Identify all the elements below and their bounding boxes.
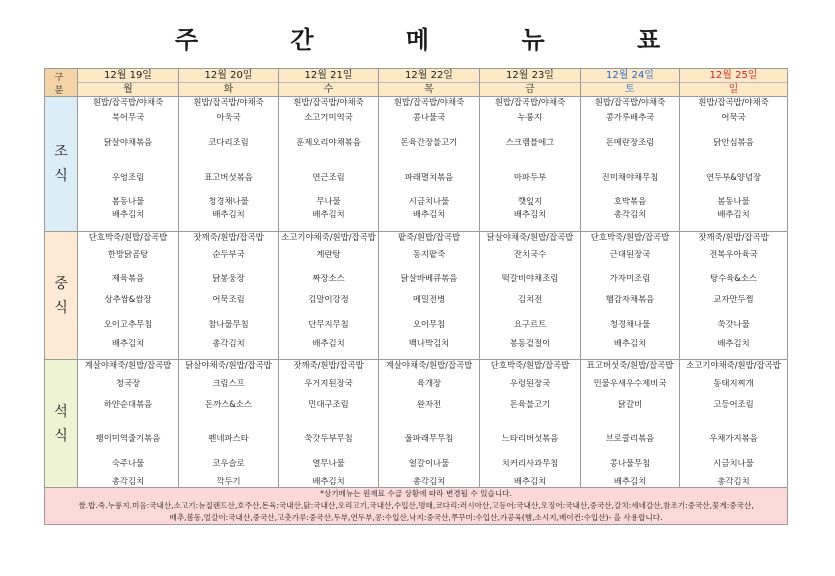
- menu-item: 배추김치: [613, 477, 647, 485]
- menu-item: 청경채나물: [609, 320, 651, 328]
- menu-cell: [581, 360, 680, 488]
- menu-cell: [78, 360, 179, 488]
- menu-cell: [379, 232, 480, 360]
- menu-item: 닭봉웅장: [212, 274, 245, 282]
- menu-cell: [279, 360, 379, 488]
- menu-item: 하얀순대볶음: [103, 400, 153, 408]
- menu-cell: [179, 97, 279, 232]
- menu-item: 계란탕: [316, 250, 341, 258]
- day-of-week: 수: [279, 83, 378, 96]
- day-date: 12월 23일: [480, 69, 580, 83]
- menu-item: 닭살바베큐볶음: [400, 274, 458, 282]
- menu-item: 전복우아육국: [709, 250, 758, 258]
- menu-item: 완자전: [416, 400, 442, 408]
- meal-row: [45, 360, 788, 488]
- menu-item: 돈육불고기: [509, 400, 551, 408]
- day-header: [379, 69, 480, 97]
- day-header: [179, 69, 279, 97]
- menu-item: 돈까스&소스: [205, 400, 252, 408]
- menu-item: 연근조림: [312, 173, 345, 181]
- menu-item: 팽이미역줄기볶음: [95, 434, 161, 442]
- day-of-week: 일: [680, 83, 787, 96]
- menu-item: 제육볶음: [111, 274, 145, 282]
- menu-item: 팥죽/흰밥/잡곡밥: [397, 232, 461, 242]
- menu-item: 짜장소스: [312, 274, 345, 282]
- menu-item: 표고버섯볶음: [204, 173, 253, 181]
- menu-item: 닭안심볶음: [713, 138, 754, 146]
- meal-row: [45, 232, 788, 360]
- menu-item: 오이무침: [412, 320, 446, 328]
- menu-item: 참나물무침: [208, 320, 249, 328]
- footer-row: [45, 488, 788, 525]
- menu-item: 돈메란장조림: [605, 138, 655, 146]
- menu-item: 배추김치: [111, 210, 145, 218]
- menu-item: 돈육간장불고기: [400, 138, 458, 146]
- menu-item: 표고버섯죽/흰밥/잡곡밥: [586, 360, 674, 370]
- menu-item: 소고기야채죽/흰밥/잡곡밥: [281, 232, 376, 242]
- menu-item: 순두부국: [212, 250, 245, 258]
- menu-body: [45, 97, 788, 488]
- menu-cell: [179, 232, 279, 360]
- menu-item: 메밀전병: [412, 295, 446, 303]
- menu-cell: [581, 97, 680, 232]
- menu-item: 아욱국: [216, 113, 241, 121]
- menu-item: 흰밥/잡곡밥/야채죽: [193, 97, 264, 107]
- day-date: 12월 25일: [680, 69, 787, 83]
- day-of-week: 화: [179, 83, 278, 96]
- menu-item: 무나물: [316, 197, 341, 205]
- menu-item: 쑥갓나물: [717, 320, 750, 328]
- day-header: [279, 69, 379, 97]
- menu-item: 봄동나물: [717, 197, 750, 205]
- menu-item: 브로콜리볶음: [605, 434, 655, 442]
- menu-item: 잔치국수: [513, 250, 547, 258]
- menu-item: 흰밥/잡곡밥/야채죽: [494, 97, 566, 107]
- menu-item: 동지팥죽: [412, 250, 446, 258]
- menu-item: 울파래무무침: [404, 434, 454, 442]
- menu-item: 펜네파스타: [208, 434, 249, 442]
- menu-item: 배추김치: [412, 210, 446, 218]
- menu-item: 고등어조림: [713, 400, 754, 408]
- day-header: [480, 69, 581, 97]
- menu-item: 흰밥/잡곡밥/야채죽: [594, 97, 666, 107]
- header-row: [45, 69, 788, 97]
- menu-cell: [680, 232, 788, 360]
- menu-item: 흰밥/잡곡밥/야채죽: [293, 97, 364, 107]
- menu-item: 연두부&양념장: [705, 173, 762, 181]
- day-of-week: 월: [78, 83, 178, 96]
- day-of-week: 토: [581, 83, 679, 96]
- menu-cell: [680, 97, 788, 232]
- menu-item: 육개장: [416, 379, 442, 387]
- menu-item: 민대구조림: [308, 400, 349, 408]
- menu-item: 배추김치: [513, 477, 547, 485]
- day-of-week: 금: [480, 83, 580, 96]
- footer-note: [45, 488, 788, 525]
- meal-label: 조 식: [45, 97, 78, 232]
- menu-item: 우채가지볶음: [709, 434, 758, 442]
- day-date: 12월 19일: [78, 69, 178, 83]
- menu-cell: [379, 97, 480, 232]
- meal-label: 석 식: [45, 360, 78, 488]
- menu-item: 시금치나물: [713, 459, 754, 467]
- menu-item: 호박볶음: [613, 197, 647, 205]
- menu-cell: [480, 97, 581, 232]
- menu-item: 치커리사과무침: [501, 459, 559, 467]
- menu-item: 총각김치: [111, 477, 145, 485]
- footer-line-3: 배추,봄동,얼갈이:국내산,중국산,고춧가루:중국산,두부,연두부,콩:수입산,낙지:중국산,쭈꾸미:수입산,가공육(햄,소시지,베이컨:수입산)- 을 사용합니다.: [169, 513, 663, 522]
- menu-item: 떡갈비야채조림: [501, 274, 559, 282]
- menu-item: 계살야채죽/흰밥/잡곡밥: [385, 360, 473, 370]
- meal-row: [45, 97, 788, 232]
- menu-cell: [279, 97, 379, 232]
- menu-item: 청국장: [115, 379, 141, 387]
- menu-item: 우렁된장국: [509, 379, 551, 387]
- footer-line-1: *상기메뉴는 원재료 수급 상황에 따라 변경될 수 있습니다.: [320, 489, 512, 498]
- menu-item: 총각김치: [212, 339, 245, 347]
- menu-item: 교자만두찜: [713, 295, 754, 303]
- menu-item: 파래멸치볶음: [404, 173, 454, 181]
- menu-item: 잣깨죽/흰밥/잡곡밥: [193, 232, 264, 242]
- menu-item: 김말이강정: [308, 295, 349, 303]
- menu-item: 탕수육&소스: [710, 274, 757, 282]
- menu-cell: [78, 232, 179, 360]
- menu-item: 시금치나물: [408, 197, 450, 205]
- menu-item: 소고기야채죽/흰밥/잡곡밥: [686, 360, 781, 370]
- menu-item: 우엉조림: [111, 173, 145, 181]
- menu-item: 민물우새우수제비국: [593, 379, 667, 387]
- menu-item: 배추김치: [312, 210, 345, 218]
- menu-item: 숙주나물: [111, 459, 145, 467]
- menu-cell: [179, 360, 279, 488]
- menu-item: 한방닭곰탕: [107, 250, 149, 258]
- menu-item: 콩나물국: [412, 113, 446, 121]
- menu-item: 진미채야채무침: [601, 173, 659, 181]
- menu-cell: [279, 232, 379, 360]
- menu-item: 요구르트: [513, 320, 547, 328]
- menu-item: 근대된장국: [609, 250, 651, 258]
- menu-item: 청경채나물: [208, 197, 249, 205]
- day-header: [78, 69, 179, 97]
- menu-item: 단호박죽/흰밥/잡곡밥: [590, 232, 670, 242]
- menu-item: 배추김치: [513, 210, 547, 218]
- menu-item: 크림스프: [212, 379, 245, 387]
- menu-item: 김치전: [517, 295, 543, 303]
- menu-item: 총각김치: [412, 477, 446, 485]
- menu-cell: [379, 360, 480, 488]
- menu-item: 총각김치: [613, 210, 647, 218]
- weekly-menu-table: [44, 68, 788, 525]
- menu-item: 봄동나물: [111, 197, 145, 205]
- menu-item: 총각김치: [717, 477, 750, 485]
- menu-item: 열무나물: [312, 459, 345, 467]
- page-title: 주 간 메 뉴 표: [174, 26, 703, 54]
- menu-item: 백나박김치: [408, 339, 450, 347]
- footer-line-2: 쌀.밥.죽.누룽지.미음:국내산,소고기:뉴질랜드산,호주산,돈육:국내산,닭:국내산,오리고기,국내산,수입산,명태,코다리:러시아산,고등어:국내산,오징어:국내산,중국산,갈치:세네갈산,참조기:중국산,꽃게:중국산,: [78, 501, 754, 510]
- menu-item: 햄감자채볶음: [605, 295, 655, 303]
- menu-cell: [480, 360, 581, 488]
- menu-item: 단무지무침: [308, 320, 349, 328]
- menu-item: 어묵조림: [212, 295, 245, 303]
- menu-item: 스크램블에그: [505, 138, 555, 146]
- day-date: 12월 21일: [279, 69, 378, 83]
- menu-item: 느타리버섯볶음: [501, 434, 559, 442]
- menu-item: 코우슬로: [212, 459, 245, 467]
- menu-item: 배추김치: [312, 477, 345, 485]
- menu-item: 흰밥/잡곡밥/야채죽: [92, 97, 164, 107]
- menu-item: 누룽지: [517, 113, 543, 121]
- menu-item: 가자미조림: [609, 274, 651, 282]
- menu-item: 우거지된장국: [304, 379, 353, 387]
- menu-cell: [480, 232, 581, 360]
- day-date: 12월 24일: [581, 69, 679, 83]
- day-date: 12월 22일: [379, 69, 479, 83]
- menu-item: 잣깨죽/흰밥/잡곡밥: [698, 232, 769, 242]
- menu-item: 흰밥/잡곡밥/야채죽: [393, 97, 465, 107]
- menu-item: 코다리조림: [208, 138, 249, 146]
- day-date: 12월 20일: [179, 69, 278, 83]
- menu-item: 닭갈비: [617, 400, 643, 408]
- menu-item: 어묵국: [721, 113, 746, 121]
- menu-item: 배추김치: [717, 210, 750, 218]
- menu-item: 배추김치: [111, 339, 145, 347]
- menu-item: 마파두부: [513, 173, 547, 181]
- menu-item: 단호박죽/흰밥/잡곡밥: [490, 360, 570, 370]
- menu-item: 콩가루배추국: [605, 113, 655, 121]
- menu-item: 닭살야채죽/흰밥/잡곡밥: [486, 232, 574, 242]
- day-header: [680, 69, 788, 97]
- menu-item: 계살야채죽/흰밥/잡곡밥: [84, 360, 172, 370]
- menu-item: 얼갈이나물: [408, 459, 450, 467]
- header-label: 구 분: [45, 69, 78, 97]
- menu-cell: [78, 97, 179, 232]
- menu-item: 깍두기: [216, 477, 241, 485]
- menu-item: 배추김치: [312, 339, 345, 347]
- menu-item: 봉동겉절이: [509, 339, 551, 347]
- menu-item: 북어무국: [111, 113, 145, 121]
- menu-item: 잣깨죽/흰밥/잡곡밥: [293, 360, 364, 370]
- menu-item: 깻잎지: [517, 197, 543, 205]
- menu-item: 훈제오리야채볶음: [296, 138, 361, 146]
- menu-item: 상추쌈&쌈장: [104, 295, 152, 303]
- menu-item: 배추김치: [212, 210, 245, 218]
- menu-item: 흰밥/잡곡밥/야채죽: [698, 97, 769, 107]
- day-of-week: 목: [379, 83, 479, 96]
- menu-item: 배추김치: [717, 339, 750, 347]
- menu-cell: [581, 232, 680, 360]
- menu-item: 오이고추무침: [103, 320, 153, 328]
- menu-item: 콩나물무침: [609, 459, 651, 467]
- menu-item: 닭살야채죽/흰밥/잡곡밥: [185, 360, 272, 370]
- menu-item: 동태지찌개: [713, 379, 754, 387]
- day-header: [581, 69, 680, 97]
- menu-item: 닭살야채볶음: [103, 138, 153, 146]
- menu-item: 소고기미역국: [304, 113, 353, 121]
- menu-cell: [680, 360, 788, 488]
- menu-item: 쑥갓두부무침: [304, 434, 353, 442]
- menu-item: 단호박죽/흰밥/잡곡밥: [88, 232, 168, 242]
- menu-item: 배추김치: [613, 339, 647, 347]
- meal-label: 중 식: [45, 232, 78, 360]
